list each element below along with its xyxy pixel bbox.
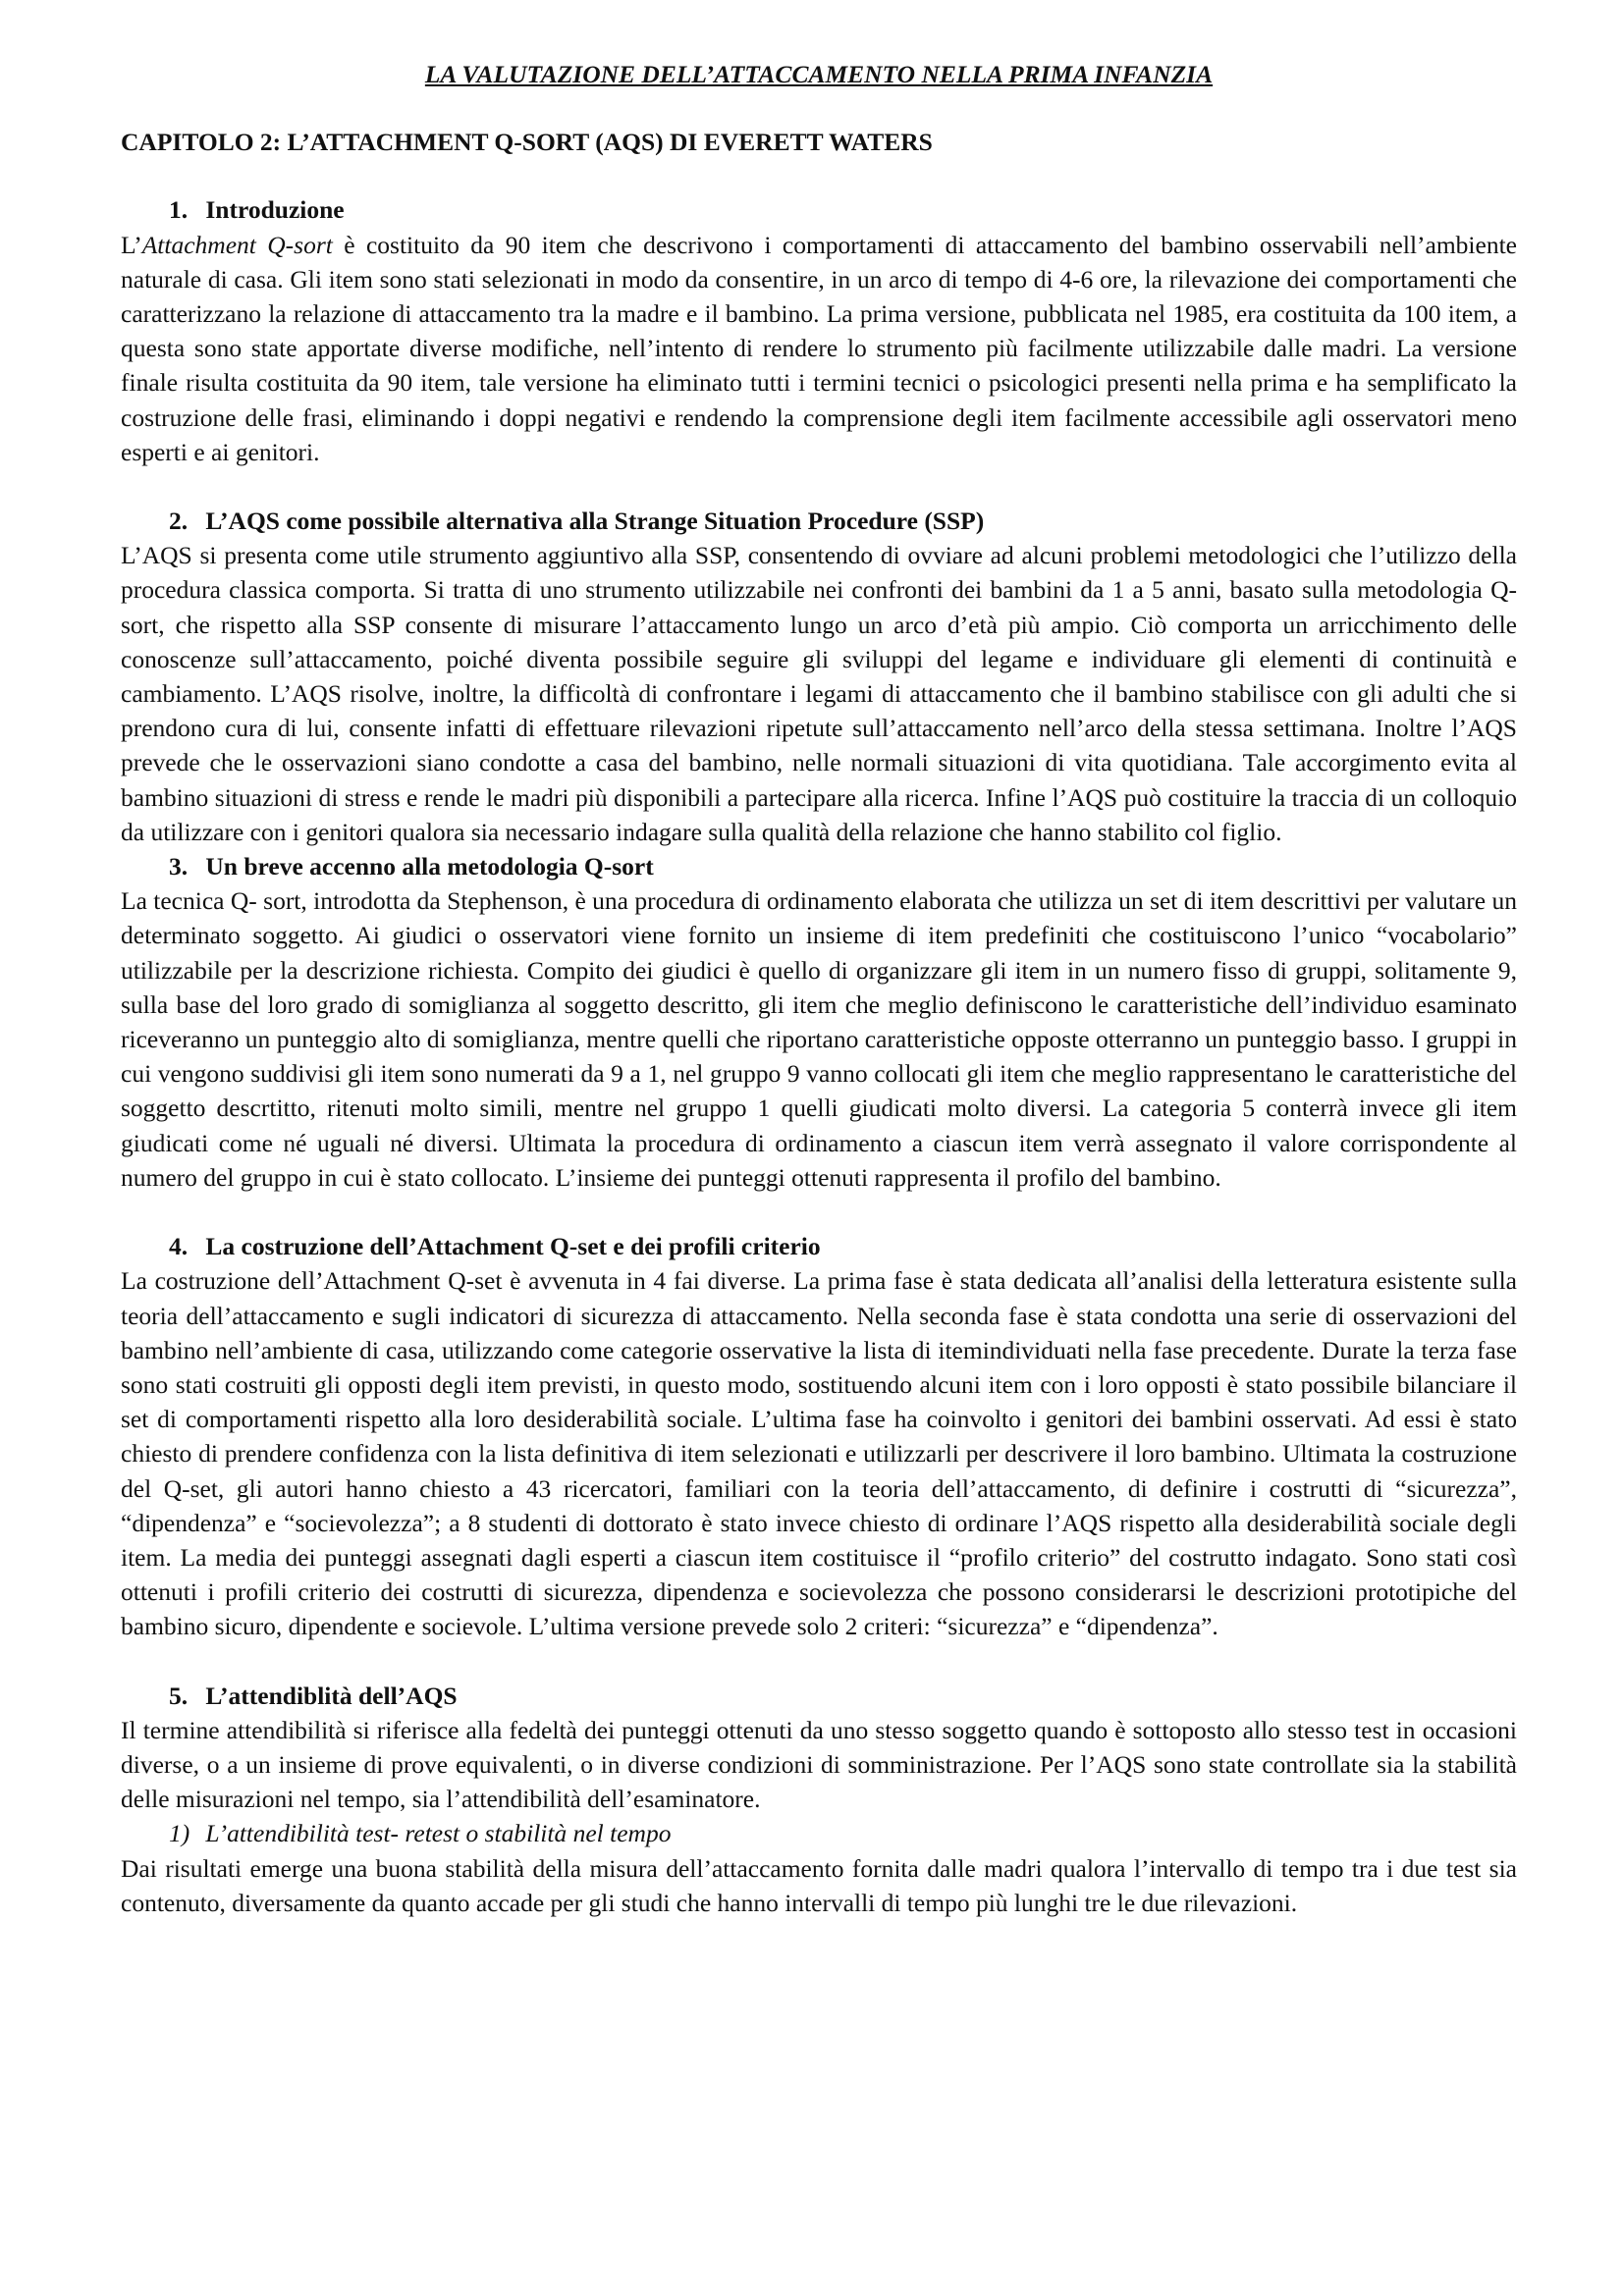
section-number: 5. (169, 1681, 189, 1710)
subsection-title: L’attendibilità test- retest o stabilità nel tempo (205, 1819, 672, 1848)
paragraph-text: è costituito da 90 item che descrivono i comportamenti di attaccamento del bambino osservabili nell’ambiente naturale di casa. Gli item sono stati selezionati in modo da consentire, in un arco di tempo di 4-6 ore, la rilevazione dei comportamenti che caratterizzano la relazione di attaccamento tra la madre e il bambino. La prima versione, pubblicata nel 1985, era costituita da 100 item, a questa sono state apportate diverse modifiche, nell’intento di rendere lo strumento più facilmente utilizzabile dalle madri. La versione finale risulta costituita da 90 item, tale versione ha eliminato tutti i termini tecnici o psicologici presenti nella prima e ha semplificato la costruzione delle frasi, eliminando i doppi negativi e rendendo la comprensione degli item facilmente accessibile agli osservatori meno esperti e ai genitori. (121, 230, 1517, 466)
section-5-paragraph: Il termine attendibilità si riferisce alla fedeltà dei punteggi ottenuti da uno stesso soggetto quando è sottoposto allo stesso test in occasioni diverse, o a un insieme di prove equivalenti, o in diverse condizioni di somministrazione. Per l’AQS sono state controllate sia la stabilità delle misurazioni nel tempo, sia l’attendibilità dell’esaminatore. (121, 1715, 1517, 1814)
section-title: L’attendiblità dell’AQS (205, 1681, 458, 1710)
lead-text: L’ (121, 230, 142, 259)
section-number: 2. (169, 507, 189, 536)
section-number: 3. (169, 852, 189, 881)
section-4-heading (121, 1229, 1517, 1263)
spacer (121, 1644, 1517, 1679)
section-4-paragraph: La costruzione dell’Attachment Q-set è avvenuta in 4 fai diverse. La prima fase è stata dedicata all’analisi della letteratura esistente sulla teoria dell’attaccamento e sugli indicatori di sicurezza di attaccamento. Nella seconda fase è stata condotta una serie di osservazioni del bambino nell’ambiente di casa, utilizzando come categorie osservative la lista di itemindividuati nella fase precedente. Durate la terza fase sono stati costruiti gli opposti degli item previsti, in questo modo, sostituendo alcuni item con i loro opposti è stato possibile bilanciare il set di comportamenti rispetto alla loro desiderabilità sociale. L’ultima fase ha coinvolto i genitori dei bambini osservati. Ad essi è stato chiesto di prendere confidenza con la lista definitiva di item selezionati e utilizzarli per descrivere il loro bambino. Ultimata la costruzione del Q-set, gli autori hanno chiesto a 43 ricercatori, familiari con la teoria dell’attaccamento, di definire i costrutti di “sicurezza”, “dipendenza” e “socievolezza”; a 8 studenti di dottorato è stato invece chiesto di ordinare l’AQS rispetto alla desiderabilità sociale degli item. La media dei punteggi assegnati dagli esperti a ciascun item costituisce il “profilo criterio” del costrutto indagato. Sono stati così ottenuti i profili criterio dei costrutti di sicurezza, dipendenza e socievolezza che possono considerarsi le descrizioni prototipiche del bambino sicuro, dipendente e socievole. L’ultima versione prevede solo 2 criteri: “sicurezza” e “dipendenza”. (121, 1266, 1517, 1641)
section-2-heading (121, 504, 1517, 538)
section-1-paragraph (121, 228, 1517, 469)
chapter-heading: CAPITOLO 2: L’ATTACHMENT Q-SORT (AQS) DI EVERETT WATERS (121, 128, 933, 157)
subsection-number: 1) (169, 1819, 190, 1848)
italic-term: Attachment Q-sort (141, 230, 333, 259)
section-number: 4. (169, 1232, 189, 1261)
section-2-paragraph: L’AQS si presenta come utile strumento aggiuntivo alla SSP, consentendo di ovviare ad alcuni problemi metodologici che l’utilizzo della procedura classica comporta. Si tratta di uno strumento utilizzabile nei confronti dei bambini da 1 a 5 anni, basato sulla metodologia Q-sort, che rispetto alla SSP consente di misurare l’attaccamento lungo un arco d’età più ampio. Ciò comporta un arricchimento delle conoscenze sull’attaccamento, poiché diventa possibile seguire gli sviluppi del legame e individuare gli elementi di continuità e cambiamento. L’AQS risolve, inoltre, la difficoltà di confrontare i legami di attaccamento che il bambino stabilisce con gli adulti che si prendono cura di lui, consente infatti di effettuare rilevazioni ripetute sull’attaccamento nell’arco della stessa settimana. Inoltre l’AQS prevede che le osservazioni siano condotte a casa del bambino, nelle normali situazioni di vita quotidiana. Tale accorgimento evita al bambino situazioni di stress e rende le madri più disponibili a partecipare alla ricerca. Infine l’AQS può costituire la traccia di un colloquio da utilizzare con i genitori qualora sia necessario indagare sulla qualità della relazione che hanno stabilito col figlio. (121, 541, 1517, 846)
document-page (121, 57, 1517, 1920)
section-title: Un breve accenno alla metodologia Q-sort (205, 852, 654, 881)
document-title: LA VALUTAZIONE DELL’ATTACCAMENTO NELLA PRIMA INFANZIA (424, 60, 1214, 88)
section-5-heading (121, 1679, 1517, 1713)
section-title: L’AQS come possibile alternativa alla Strange Situation Procedure (SSP) (205, 507, 985, 536)
subsection-1-paragraph: Dai risultati emerge una buona stabilità della misura dell’attaccamento fornita dalle madri qualora l’intervallo di tempo tra i due test sia contenuto, diversamente da quanto accade per gli studi che hanno intervalli di tempo più lunghi tre le due rilevazioni. (121, 1853, 1517, 1917)
section-title: La costruzione dell’Attachment Q-set e dei profili criterio (205, 1232, 821, 1261)
section-title: Introduzione (205, 195, 345, 225)
section-number: 1. (169, 195, 189, 225)
subsection-1-heading (121, 1816, 1517, 1850)
section-3-heading (121, 849, 1517, 883)
section-1-heading (121, 192, 1517, 227)
section-3-paragraph: La tecnica Q- sort, introdotta da Stephenson, è una procedura di ordinamento elaborata che utilizza un set di item descrittivi per valutare un determinato soggetto. Ai giudici o osservatori viene fornito un insieme di item predefiniti che costituiscono l’unico “vocabolario” utilizzabile per la descrizione richiesta. Compito dei giudici è quello di organizzare gli item in un numero fisso di gruppi, solitamente 9, sulla base del loro grado di somiglianza al soggetto descritto, gli item che meglio definiscono le caratteristiche dell’individuo esaminato riceveranno un punteggio alto di somiglianza, mentre quelli che riportano caratteristiche opposte otterranno un punteggio basso. I gruppi in cui vengono suddivisi gli item sono numerati da 9 a 1, nel gruppo 9 vanno collocati gli item che meglio rappresentano le caratteristiche del soggetto descrtitto, ritenuti molto simili, mentre nel gruppo 1 quelli giudicati molto diversi. La categoria 5 conterrà invece gli item giudicati come né uguali né diversi. Ultimata la procedura di ordinamento a ciascun item verrà assegnato il valore corrispondente al numero del gruppo in cui è stato collocato. L’insieme dei punteggi ottenuti rappresenta il profilo del bambino. (121, 886, 1517, 1192)
spacer (121, 1195, 1517, 1229)
spacer (121, 469, 1517, 504)
